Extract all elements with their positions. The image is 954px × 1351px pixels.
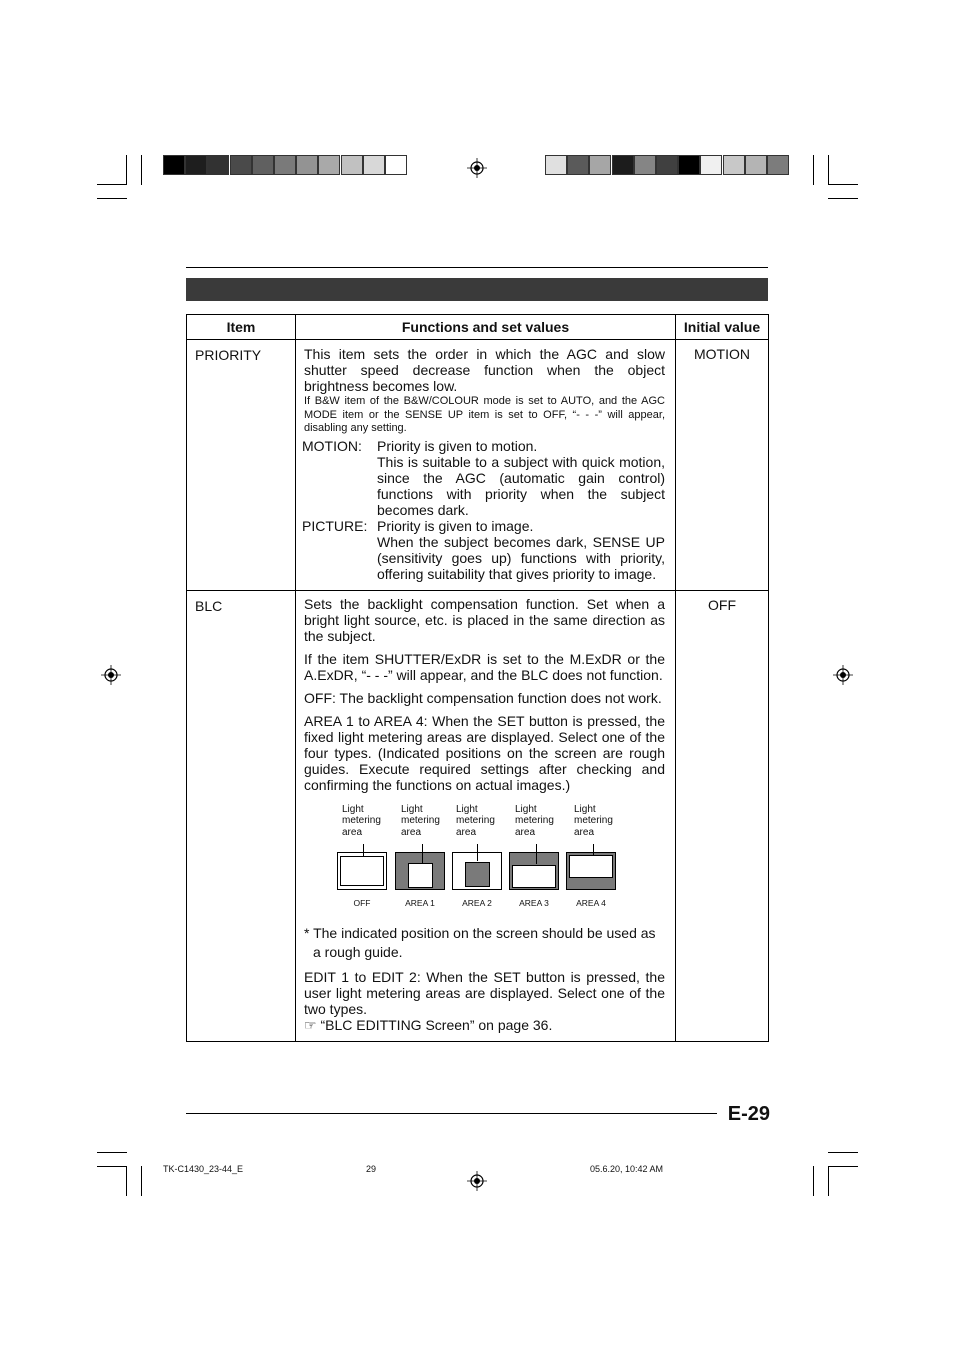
page-number: E-29: [727, 1103, 770, 1125]
priority-option-motion: [302, 438, 665, 518]
metering-area-diagram: [304, 803, 665, 915]
blc-footnote: * The indicated position on the screen should be used as a rough guide.: [304, 924, 656, 960]
blc-item: BLC: [187, 590, 296, 1041]
diagram-label: Light metering area: [401, 803, 440, 838]
footer-filename: TK-C1430_23-44_E: [163, 1164, 244, 1174]
color-swatch: [634, 155, 656, 175]
leader-line: [536, 844, 537, 864]
color-swatch: [230, 155, 252, 175]
registration-mark-icon: [467, 158, 487, 178]
option-term: MOTION:: [302, 437, 362, 454]
metering-example-area-3: [509, 852, 559, 890]
color-swatch: [656, 155, 678, 175]
color-swatch: [567, 155, 589, 175]
table-header-row: [187, 315, 769, 340]
color-swatch: [678, 155, 700, 175]
registration-mark-icon: [833, 665, 853, 685]
color-swatch: [163, 155, 185, 175]
footer-timestamp: 05.6.20, 10:42 AM: [590, 1164, 664, 1174]
color-swatch: [252, 155, 274, 175]
table-row-blc: [187, 590, 769, 1041]
diagram-caption: AREA 3: [519, 897, 549, 908]
option-term: PICTURE:: [302, 517, 368, 534]
color-swatch: [767, 155, 789, 175]
blc-initial: OFF: [676, 590, 769, 1041]
leader-line: [477, 844, 478, 861]
color-swatch: [385, 155, 407, 175]
footer-page: 29: [366, 1164, 377, 1174]
priority-option-picture: [302, 518, 665, 582]
leader-line: [363, 844, 364, 856]
color-swatch: [341, 155, 363, 175]
registration-mark-icon: [467, 1171, 487, 1191]
top-rule: [186, 267, 768, 268]
blc-exdr-note: If the item SHUTTER/ExDR is set to the M.ExDR or the A.ExDR, “- - -” will appear, and the BLC does not function.: [304, 650, 665, 683]
color-swatch: [723, 155, 745, 175]
color-swatch: [612, 155, 634, 175]
bottom-rule: [186, 1113, 717, 1114]
priority-note: If B&W item of the B&W/COLOUR mode is set to AUTO, and the AGC MODE item or the SENSE UP item is set to OFF, “- - -” will appear, disabling any setting.: [304, 395, 665, 434]
diagram-caption: AREA 4: [576, 897, 606, 908]
blc-off-option: OFF: The backlight compensation function does not work.: [304, 689, 662, 706]
color-swatch: [318, 155, 340, 175]
color-swatch: [363, 155, 385, 175]
registration-mark-icon: [101, 665, 121, 685]
blc-reference: [304, 1017, 665, 1033]
header-item: Item: [187, 315, 296, 340]
color-swatch: [700, 155, 722, 175]
color-swatch: [274, 155, 296, 175]
blc-edit-option: EDIT 1 to EDIT 2: When the SET button is pressed, the user light metering areas are displayed. Select one of the two types.: [304, 968, 665, 1017]
option-detail: When the subject becomes dark, SENSE UP (sensitivity goes up) functions with priority, offering suitability that gives priority to image.: [377, 533, 665, 582]
color-swatch: [589, 155, 611, 175]
color-swatch: [545, 155, 567, 175]
leader-line: [422, 844, 423, 863]
blc-reference-link[interactable]: “BLC EDITTING Screen” on page 36.: [320, 1016, 553, 1033]
diagram-caption: AREA 1: [405, 897, 435, 908]
color-swatch: [296, 155, 318, 175]
diagram-label: Light metering area: [515, 803, 554, 838]
diagram-label: Light metering area: [342, 803, 381, 838]
priority-initial: MOTION: [676, 340, 769, 591]
diagram-label: Light metering area: [456, 803, 495, 838]
leader-line: [593, 844, 594, 856]
section-header-bar: [186, 278, 768, 301]
diagram-caption: OFF: [353, 897, 371, 908]
option-summary: Priority is given to motion.: [377, 437, 538, 454]
diagram-caption: AREA 2: [462, 897, 492, 908]
option-detail: This is suitable to a subject with quick motion, since the AGC (automatic gain control) functions with priority when the subject becomes dark.: [377, 453, 665, 518]
metering-example-area-1: [395, 852, 445, 890]
metering-example-area-4: [566, 852, 616, 890]
option-summary: Priority is given to image.: [377, 517, 534, 534]
blc-functions: [296, 590, 676, 1041]
color-swatch: [745, 155, 767, 175]
header-initial: Initial value: [676, 315, 769, 340]
blc-area-option: AREA 1 to AREA 4: When the SET button is pressed, the fixed light metering areas are displayed. Select one of the four types. (Indicated positions on the screen are rough guides. Execute required settings after checking and confirming the functions on actual images.): [304, 712, 665, 793]
priority-item: PRIORITY: [187, 340, 296, 591]
blc-description: Sets the backlight compensation function. Set when a bright light source, etc. is placed in the same direction as the subject.: [304, 595, 665, 644]
table-row-priority: [187, 340, 769, 591]
priority-functions: [296, 340, 676, 591]
pointing-hand-icon: ☞: [304, 1016, 317, 1033]
metering-example-off: [337, 852, 387, 890]
color-swatch: [185, 155, 207, 175]
diagram-label: Light metering area: [574, 803, 613, 838]
header-functions: Functions and set values: [296, 315, 676, 340]
settings-table: [186, 314, 769, 1042]
priority-intro: This item sets the order in which the AGC and slow shutter speed decrease function when the object brightness becomes low.: [304, 346, 665, 394]
color-swatch: [207, 155, 229, 175]
